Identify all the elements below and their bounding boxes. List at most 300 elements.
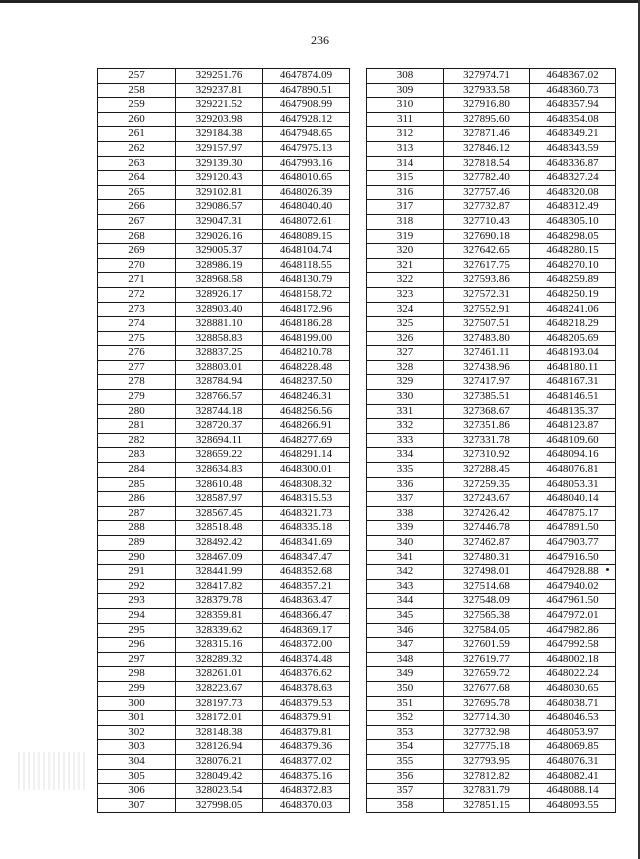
left-point-number-cell: 268 (98, 229, 176, 244)
column-gap (350, 390, 367, 405)
right-y-coordinate-cell: 4648053.31 (530, 477, 616, 492)
right-point-number-cell: 345 (367, 608, 444, 623)
right-y-coordinate-cell: 4648082.41 (530, 769, 616, 784)
right-x-coordinate-cell: 327690.18 (444, 229, 530, 244)
left-y-coordinate-cell: 4647928.12 (263, 112, 350, 127)
right-point-number-cell: 327 (367, 346, 444, 361)
right-y-coordinate-cell: 4647891.50 (530, 521, 616, 536)
left-point-number-cell: 269 (98, 244, 176, 259)
column-gap (350, 623, 367, 638)
table-row (98, 608, 616, 623)
column-gap (350, 521, 367, 536)
left-y-coordinate-cell: 4648366.47 (263, 608, 350, 623)
table-row (98, 404, 616, 419)
column-gap (350, 769, 367, 784)
left-x-coordinate-cell: 328172.01 (176, 711, 263, 726)
right-point-number-cell: 319 (367, 229, 444, 244)
left-y-coordinate-cell: 4647993.16 (263, 156, 350, 171)
right-x-coordinate-cell: 327846.12 (444, 141, 530, 156)
table-row (98, 69, 616, 84)
table-row (98, 214, 616, 229)
table-row (98, 127, 616, 142)
left-x-coordinate-cell: 328197.73 (176, 696, 263, 711)
left-point-number-cell: 302 (98, 725, 176, 740)
right-y-coordinate-cell: 4648205.69 (530, 331, 616, 346)
table-row (98, 448, 616, 463)
right-point-number-cell: 329 (367, 375, 444, 390)
right-y-coordinate-cell: 4648123.87 (530, 419, 616, 434)
left-y-coordinate-cell: 4648026.39 (263, 185, 350, 200)
right-point-number-cell: 340 (367, 536, 444, 551)
column-gap (350, 594, 367, 609)
table-row (98, 536, 616, 551)
table-row (98, 244, 616, 259)
right-x-coordinate-cell: 327368.67 (444, 404, 530, 419)
column-gap (350, 740, 367, 755)
left-point-number-cell: 281 (98, 419, 176, 434)
left-point-number-cell: 275 (98, 331, 176, 346)
left-y-coordinate-cell: 4648186.28 (263, 317, 350, 332)
right-y-coordinate-cell: 4648312.49 (530, 200, 616, 215)
right-point-number-cell: 350 (367, 681, 444, 696)
left-x-coordinate-cell: 328441.99 (176, 565, 263, 580)
right-y-coordinate-cell: 4647875.17 (530, 506, 616, 521)
left-y-coordinate-cell: 4648246.31 (263, 390, 350, 405)
left-y-coordinate-cell: 4648118.55 (263, 258, 350, 273)
table-row (98, 725, 616, 740)
column-gap (350, 317, 367, 332)
left-y-coordinate-cell: 4648379.53 (263, 696, 350, 711)
left-y-coordinate-cell: 4648379.81 (263, 725, 350, 740)
left-x-coordinate-cell: 328903.40 (176, 302, 263, 317)
column-gap (350, 287, 367, 302)
column-gap (350, 448, 367, 463)
left-point-number-cell: 258 (98, 83, 176, 98)
left-y-coordinate-cell: 4648378.63 (263, 681, 350, 696)
column-gap (350, 112, 367, 127)
column-gap (350, 258, 367, 273)
left-point-number-cell: 305 (98, 769, 176, 784)
right-point-number-cell: 344 (367, 594, 444, 609)
right-x-coordinate-cell: 327498.01 (444, 565, 530, 580)
right-point-number-cell: 347 (367, 638, 444, 653)
right-x-coordinate-cell: 327659.72 (444, 667, 530, 682)
table-row (98, 740, 616, 755)
left-x-coordinate-cell: 328261.01 (176, 667, 263, 682)
left-y-coordinate-cell: 4647975.13 (263, 141, 350, 156)
right-point-number-cell: 333 (367, 433, 444, 448)
left-x-coordinate-cell: 328926.17 (176, 287, 263, 302)
scan-artifact-dot (606, 568, 609, 571)
right-x-coordinate-cell: 327572.31 (444, 287, 530, 302)
left-x-coordinate-cell: 328315.16 (176, 638, 263, 653)
left-y-coordinate-cell: 4647948.65 (263, 127, 350, 142)
right-y-coordinate-cell: 4648305.10 (530, 214, 616, 229)
right-x-coordinate-cell: 327438.96 (444, 360, 530, 375)
right-point-number-cell: 332 (367, 419, 444, 434)
column-gap (350, 506, 367, 521)
table-row (98, 638, 616, 653)
left-y-coordinate-cell: 4648315.53 (263, 492, 350, 507)
left-x-coordinate-cell: 328467.09 (176, 550, 263, 565)
left-point-number-cell: 272 (98, 287, 176, 302)
left-point-number-cell: 307 (98, 798, 176, 813)
left-x-coordinate-cell: 328339.62 (176, 623, 263, 638)
column-gap (350, 550, 367, 565)
left-point-number-cell: 271 (98, 273, 176, 288)
left-point-number-cell: 260 (98, 112, 176, 127)
right-point-number-cell: 310 (367, 98, 444, 113)
table-row (98, 273, 616, 288)
table-row (98, 200, 616, 215)
left-x-coordinate-cell: 328126.94 (176, 740, 263, 755)
left-y-coordinate-cell: 4648130.79 (263, 273, 350, 288)
right-point-number-cell: 358 (367, 798, 444, 813)
table-row (98, 492, 616, 507)
left-x-coordinate-cell: 328720.37 (176, 419, 263, 434)
left-x-coordinate-cell: 329237.81 (176, 83, 263, 98)
left-x-coordinate-cell: 328289.32 (176, 652, 263, 667)
column-gap (350, 404, 367, 419)
left-point-number-cell: 270 (98, 258, 176, 273)
right-y-coordinate-cell: 4648280.15 (530, 244, 616, 259)
right-y-coordinate-cell: 4648298.05 (530, 229, 616, 244)
left-point-number-cell: 264 (98, 171, 176, 186)
table-row (98, 696, 616, 711)
right-point-number-cell: 357 (367, 784, 444, 799)
left-point-number-cell: 280 (98, 404, 176, 419)
column-gap (350, 608, 367, 623)
left-x-coordinate-cell: 329120.43 (176, 171, 263, 186)
table-row (98, 112, 616, 127)
table-row (98, 594, 616, 609)
right-x-coordinate-cell: 327782.40 (444, 171, 530, 186)
table-row (98, 681, 616, 696)
page-number: 236 (311, 33, 329, 47)
column-gap (350, 638, 367, 653)
right-x-coordinate-cell: 327259.35 (444, 477, 530, 492)
right-point-number-cell: 313 (367, 141, 444, 156)
left-x-coordinate-cell: 329005.37 (176, 244, 263, 259)
right-point-number-cell: 315 (367, 171, 444, 186)
column-gap (350, 652, 367, 667)
left-point-number-cell: 300 (98, 696, 176, 711)
right-x-coordinate-cell: 327507.51 (444, 317, 530, 332)
right-y-coordinate-cell: 4648336.87 (530, 156, 616, 171)
left-x-coordinate-cell: 328359.81 (176, 608, 263, 623)
right-point-number-cell: 322 (367, 273, 444, 288)
right-point-number-cell: 314 (367, 156, 444, 171)
left-x-coordinate-cell: 328076.21 (176, 754, 263, 769)
right-y-coordinate-cell: 4648146.51 (530, 390, 616, 405)
table-row (98, 623, 616, 638)
left-point-number-cell: 298 (98, 667, 176, 682)
table-row (98, 784, 616, 799)
right-point-number-cell: 308 (367, 69, 444, 84)
left-y-coordinate-cell: 4648379.91 (263, 711, 350, 726)
right-x-coordinate-cell: 327642.65 (444, 244, 530, 259)
right-x-coordinate-cell: 327417.97 (444, 375, 530, 390)
right-x-coordinate-cell: 327851.15 (444, 798, 530, 813)
left-x-coordinate-cell: 328417.82 (176, 579, 263, 594)
right-y-coordinate-cell: 4647940.02 (530, 579, 616, 594)
right-point-number-cell: 331 (367, 404, 444, 419)
left-point-number-cell: 259 (98, 98, 176, 113)
right-x-coordinate-cell: 327552.91 (444, 302, 530, 317)
right-x-coordinate-cell: 327617.75 (444, 258, 530, 273)
table-row (98, 433, 616, 448)
column-gap (350, 375, 367, 390)
left-x-coordinate-cell: 329221.52 (176, 98, 263, 113)
right-y-coordinate-cell: 4647972.01 (530, 608, 616, 623)
right-x-coordinate-cell: 327757.46 (444, 185, 530, 200)
left-x-coordinate-cell: 328837.25 (176, 346, 263, 361)
right-x-coordinate-cell: 327461.11 (444, 346, 530, 361)
right-x-coordinate-cell: 327974.71 (444, 69, 530, 84)
right-x-coordinate-cell: 327288.45 (444, 463, 530, 478)
right-point-number-cell: 317 (367, 200, 444, 215)
left-x-coordinate-cell: 329139.30 (176, 156, 263, 171)
right-x-coordinate-cell: 327933.58 (444, 83, 530, 98)
table-row (98, 506, 616, 521)
right-y-coordinate-cell: 4648354.08 (530, 112, 616, 127)
right-x-coordinate-cell: 327775.18 (444, 740, 530, 755)
right-point-number-cell: 337 (367, 492, 444, 507)
right-x-coordinate-cell: 327310.92 (444, 448, 530, 463)
column-gap (350, 784, 367, 799)
column-gap (350, 565, 367, 580)
right-x-coordinate-cell: 327584.05 (444, 623, 530, 638)
left-point-number-cell: 306 (98, 784, 176, 799)
left-y-coordinate-cell: 4648341.69 (263, 536, 350, 551)
right-point-number-cell: 328 (367, 360, 444, 375)
left-y-coordinate-cell: 4648228.48 (263, 360, 350, 375)
right-point-number-cell: 336 (367, 477, 444, 492)
right-x-coordinate-cell: 327514.68 (444, 579, 530, 594)
right-x-coordinate-cell: 327331.78 (444, 433, 530, 448)
left-y-coordinate-cell: 4648370.03 (263, 798, 350, 813)
scan-edge-top (0, 0, 640, 3)
column-gap (350, 302, 367, 317)
left-point-number-cell: 304 (98, 754, 176, 769)
left-x-coordinate-cell: 328223.67 (176, 681, 263, 696)
left-x-coordinate-cell: 328694.11 (176, 433, 263, 448)
column-gap (350, 536, 367, 551)
right-point-number-cell: 356 (367, 769, 444, 784)
right-y-coordinate-cell: 4648109.60 (530, 433, 616, 448)
right-y-coordinate-cell: 4647916.50 (530, 550, 616, 565)
column-gap (350, 667, 367, 682)
right-x-coordinate-cell: 327818.54 (444, 156, 530, 171)
left-y-coordinate-cell: 4648369.17 (263, 623, 350, 638)
left-y-coordinate-cell: 4648376.62 (263, 667, 350, 682)
left-x-coordinate-cell: 328049.42 (176, 769, 263, 784)
left-x-coordinate-cell: 328379.78 (176, 594, 263, 609)
table-row (98, 754, 616, 769)
table-row (98, 287, 616, 302)
right-x-coordinate-cell: 327695.78 (444, 696, 530, 711)
table-row (98, 258, 616, 273)
left-y-coordinate-cell: 4648199.00 (263, 331, 350, 346)
column-gap (350, 754, 367, 769)
table-row (98, 521, 616, 536)
right-x-coordinate-cell: 327710.43 (444, 214, 530, 229)
left-y-coordinate-cell: 4647874.09 (263, 69, 350, 84)
left-y-coordinate-cell: 4648352.68 (263, 565, 350, 580)
right-point-number-cell: 323 (367, 287, 444, 302)
right-x-coordinate-cell: 327565.38 (444, 608, 530, 623)
column-gap (350, 156, 367, 171)
right-x-coordinate-cell: 327593.86 (444, 273, 530, 288)
right-y-coordinate-cell: 4648093.55 (530, 798, 616, 813)
right-point-number-cell: 335 (367, 463, 444, 478)
left-y-coordinate-cell: 4648104.74 (263, 244, 350, 259)
column-gap (350, 433, 367, 448)
table-row (98, 477, 616, 492)
right-y-coordinate-cell: 4648040.14 (530, 492, 616, 507)
table-row (98, 302, 616, 317)
right-y-coordinate-cell: 4647903.77 (530, 536, 616, 551)
right-y-coordinate-cell: 4648357.94 (530, 98, 616, 113)
left-point-number-cell: 286 (98, 492, 176, 507)
right-y-coordinate-cell: 4648270.10 (530, 258, 616, 273)
column-gap (350, 725, 367, 740)
left-point-number-cell: 299 (98, 681, 176, 696)
right-x-coordinate-cell: 327714.30 (444, 711, 530, 726)
right-point-number-cell: 325 (367, 317, 444, 332)
right-y-coordinate-cell: 4648076.31 (530, 754, 616, 769)
right-x-coordinate-cell: 327480.31 (444, 550, 530, 565)
table-row (98, 360, 616, 375)
left-point-number-cell: 279 (98, 390, 176, 405)
left-x-coordinate-cell: 328610.48 (176, 477, 263, 492)
right-point-number-cell: 326 (367, 331, 444, 346)
right-point-number-cell: 318 (367, 214, 444, 229)
right-point-number-cell: 349 (367, 667, 444, 682)
right-x-coordinate-cell: 327243.67 (444, 492, 530, 507)
column-gap (350, 69, 367, 84)
right-y-coordinate-cell: 4648069.85 (530, 740, 616, 755)
right-point-number-cell: 312 (367, 127, 444, 142)
column-gap (350, 711, 367, 726)
right-x-coordinate-cell: 327871.46 (444, 127, 530, 142)
left-point-number-cell: 284 (98, 463, 176, 478)
table-row (98, 83, 616, 98)
column-gap (350, 798, 367, 813)
left-point-number-cell: 257 (98, 69, 176, 84)
left-x-coordinate-cell: 328803.01 (176, 360, 263, 375)
left-point-number-cell: 290 (98, 550, 176, 565)
left-point-number-cell: 277 (98, 360, 176, 375)
right-point-number-cell: 324 (367, 302, 444, 317)
left-point-number-cell: 294 (98, 608, 176, 623)
right-x-coordinate-cell: 327812.82 (444, 769, 530, 784)
left-y-coordinate-cell: 4648266.91 (263, 419, 350, 434)
column-gap (350, 477, 367, 492)
left-y-coordinate-cell: 4648363.47 (263, 594, 350, 609)
left-x-coordinate-cell: 328518.48 (176, 521, 263, 536)
left-point-number-cell: 285 (98, 477, 176, 492)
left-y-coordinate-cell: 4648291.14 (263, 448, 350, 463)
right-y-coordinate-cell: 4648002.18 (530, 652, 616, 667)
column-gap (350, 229, 367, 244)
scan-artifact-smudge (18, 752, 88, 790)
left-point-number-cell: 297 (98, 652, 176, 667)
right-y-coordinate-cell: 4648135.37 (530, 404, 616, 419)
left-y-coordinate-cell: 4647890.51 (263, 83, 350, 98)
right-point-number-cell: 339 (367, 521, 444, 536)
right-y-coordinate-cell: 4648343.59 (530, 141, 616, 156)
left-x-coordinate-cell: 329102.81 (176, 185, 263, 200)
right-point-number-cell: 351 (367, 696, 444, 711)
right-point-number-cell: 342 (367, 565, 444, 580)
left-y-coordinate-cell: 4648300.01 (263, 463, 350, 478)
right-point-number-cell: 338 (367, 506, 444, 521)
left-y-coordinate-cell: 4647908.99 (263, 98, 350, 113)
left-y-coordinate-cell: 4648210.78 (263, 346, 350, 361)
table-row (98, 769, 616, 784)
left-x-coordinate-cell: 329184.38 (176, 127, 263, 142)
left-y-coordinate-cell: 4648072.61 (263, 214, 350, 229)
left-x-coordinate-cell: 328634.83 (176, 463, 263, 478)
right-y-coordinate-cell: 4648088.14 (530, 784, 616, 799)
left-point-number-cell: 301 (98, 711, 176, 726)
right-x-coordinate-cell: 327831.79 (444, 784, 530, 799)
left-x-coordinate-cell: 328587.97 (176, 492, 263, 507)
right-y-coordinate-cell: 4648218.29 (530, 317, 616, 332)
table-row (98, 550, 616, 565)
right-y-coordinate-cell: 4648360.73 (530, 83, 616, 98)
column-gap (350, 696, 367, 711)
column-gap (350, 83, 367, 98)
left-y-coordinate-cell: 4648372.00 (263, 638, 350, 653)
right-x-coordinate-cell: 327677.68 (444, 681, 530, 696)
left-x-coordinate-cell: 328881.10 (176, 317, 263, 332)
table-row (98, 141, 616, 156)
table-row (98, 185, 616, 200)
left-point-number-cell: 289 (98, 536, 176, 551)
right-point-number-cell: 330 (367, 390, 444, 405)
right-x-coordinate-cell: 327462.87 (444, 536, 530, 551)
left-x-coordinate-cell: 328766.57 (176, 390, 263, 405)
right-y-coordinate-cell: 4648250.19 (530, 287, 616, 302)
column-gap (350, 419, 367, 434)
right-point-number-cell: 346 (367, 623, 444, 638)
left-point-number-cell: 262 (98, 141, 176, 156)
right-x-coordinate-cell: 327446.78 (444, 521, 530, 536)
left-point-number-cell: 287 (98, 506, 176, 521)
right-y-coordinate-cell: 4648259.89 (530, 273, 616, 288)
left-point-number-cell: 296 (98, 638, 176, 653)
left-point-number-cell: 261 (98, 127, 176, 142)
left-x-coordinate-cell: 329047.31 (176, 214, 263, 229)
column-gap (350, 98, 367, 113)
right-x-coordinate-cell: 327916.80 (444, 98, 530, 113)
column-gap (350, 360, 367, 375)
left-x-coordinate-cell: 329157.97 (176, 141, 263, 156)
right-x-coordinate-cell: 327601.59 (444, 638, 530, 653)
left-point-number-cell: 278 (98, 375, 176, 390)
left-x-coordinate-cell: 328858.83 (176, 331, 263, 346)
table-row (98, 390, 616, 405)
right-point-number-cell: 343 (367, 579, 444, 594)
left-x-coordinate-cell: 329026.16 (176, 229, 263, 244)
right-point-number-cell: 348 (367, 652, 444, 667)
right-y-coordinate-cell: 4647992.58 (530, 638, 616, 653)
left-y-coordinate-cell: 4648308.32 (263, 477, 350, 492)
left-point-number-cell: 288 (98, 521, 176, 536)
left-x-coordinate-cell: 328968.58 (176, 273, 263, 288)
